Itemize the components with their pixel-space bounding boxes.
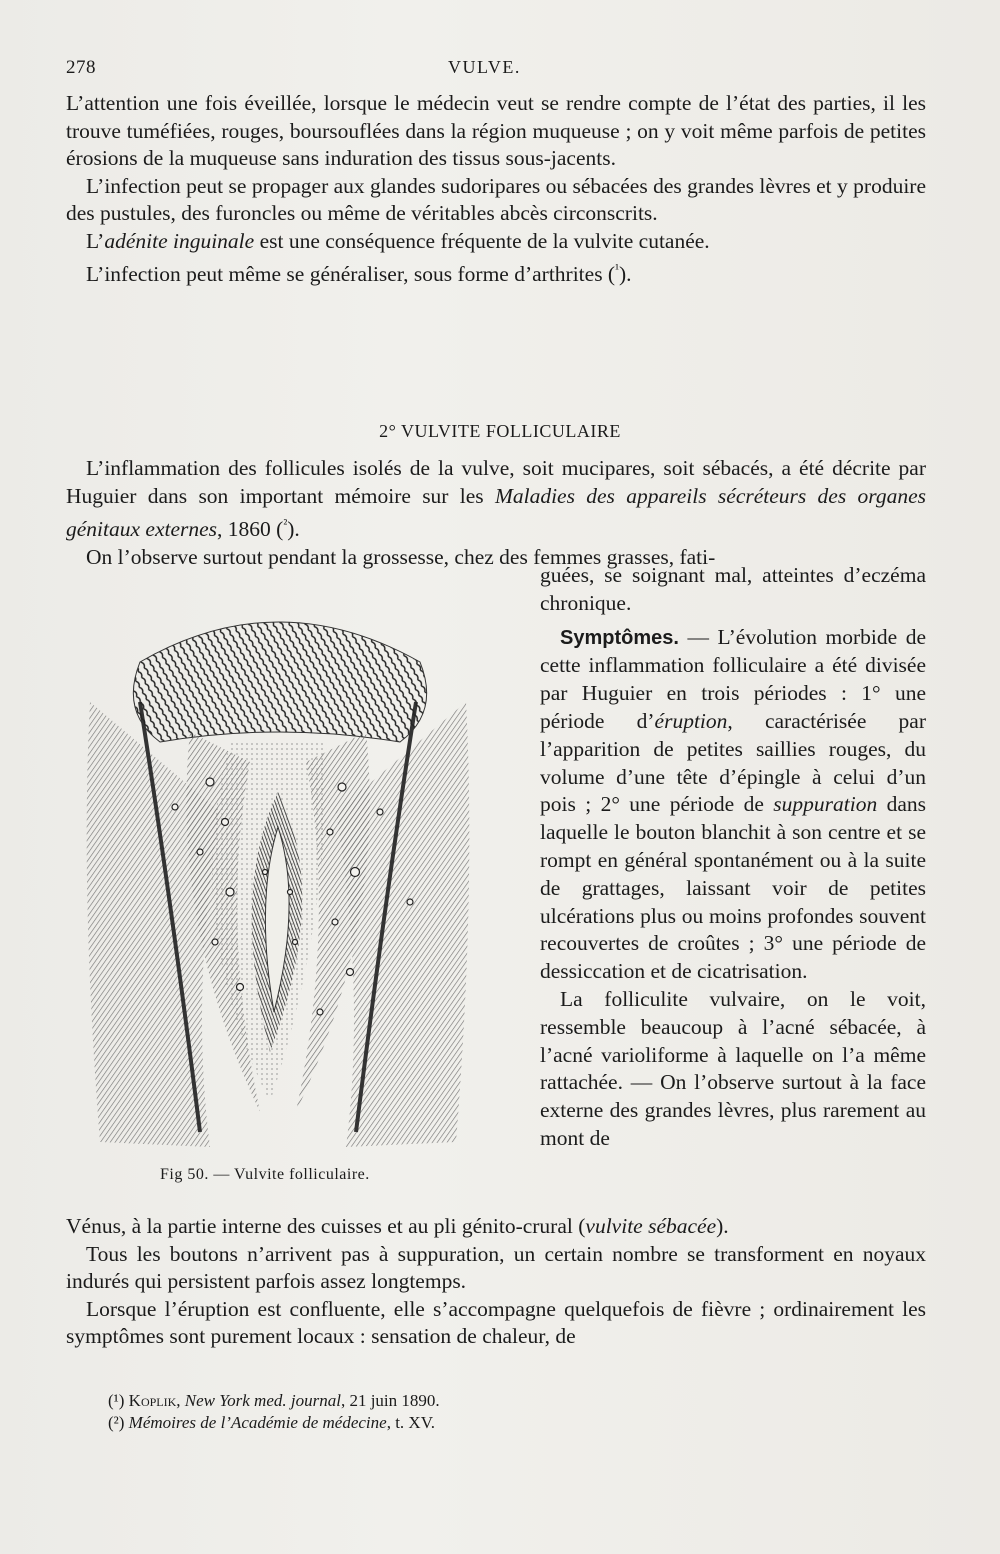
- footnote-2: (²) Mémoires de l’Académie de médecine, t. XV.: [108, 1413, 436, 1432]
- footnote-ref-2: ²: [283, 516, 288, 531]
- paragraph-boutons: Tous les boutons n’arrivent pas à suppuration, un certain nombre se transforment en noyaux indurés qui persistent parfois assez longtemps.: [66, 1241, 926, 1293]
- page-number: 278: [66, 57, 96, 78]
- running-title: VULVE.: [448, 57, 521, 77]
- bottom-text-block: [66, 1213, 926, 1351]
- paragraph-venus: Vénus, à la partie interne des cuisses et au pli génito-crural (vulvite sébacée).: [66, 1214, 729, 1238]
- paragraph-grossesse-line1: On l’observe surtout pendant la grossesse, chez des femmes grasses, fati-: [86, 544, 716, 569]
- paragraph-infection-glandes: L’infection peut se propager aux glandes sudoripares ou sébacées des grandes lèvres et y produire des pustules, des furoncles ou même de véritables abcès circonscrits.: [66, 173, 926, 225]
- footnote-ref-1: ¹: [615, 261, 619, 276]
- follicules-text-block: [66, 455, 926, 571]
- paragraph-adenite: L’adénite inguinale est une conséquence fréquente de la vulvite cutanée.: [86, 228, 710, 253]
- symptomes-heading: Symptômes.: [560, 626, 679, 649]
- top-text-block: [66, 90, 926, 289]
- figure-caption: Fig 50. — Vulvite folliculaire.: [160, 1166, 370, 1183]
- section-heading: 2° VULVITE FOLLICULAIRE: [379, 421, 621, 441]
- paragraph-arthrites: L’infection peut même se généraliser, sous forme d’arthrites ($^{^1}$).: [86, 261, 632, 287]
- right-column: [540, 562, 926, 1153]
- figure-illustration: [80, 592, 476, 1152]
- paragraph-attention: L’attention une fois éveillée, lorsque le médecin veut se rendre compte de l’état des parties, il les trouve tuméfiées, rouges, boursouflées dans la région muqueuse ; on y voit même parfois de petites érosions de la muqueuse sans induration des tissus sous-jacents.: [66, 91, 926, 170]
- vulvite-engraving: [80, 592, 476, 1152]
- italic-vulvite-sebacee: vulvite sébacée: [585, 1214, 717, 1238]
- paragraph-eruption-confluente: Lorsque l’éruption est confluente, elle s’accompagne quelquefois de fièvre ; ordinairement les symptômes sont purement locaux : sensation de chaleur, de: [66, 1296, 926, 1348]
- paragraph-grossesse-continued: guées, se soignant mal, atteintes d’eczéma chronique.: [540, 563, 926, 615]
- italic-maladies: Maladies des appareils sécréteurs des organes génitaux externes: [66, 483, 926, 542]
- italic-adenite: adénite inguinale: [104, 228, 255, 253]
- paragraph-follicules: L’inflammation des follicules isolés de la vulve, soit mucipares, soit sébacés, a été décrite par Huguier dans son important mémoire sur les Maladies des appareils sécréteurs des organes génitaux externes, 1860 ($^{^2}$).: [66, 456, 926, 542]
- paragraph-symptomes: Symptômes. — L’évolution morbide de cette inflammation folliculaire a été divisée par Huguier en trois périodes : 1° une période d’éruption, caractérisée par l’apparition de petites saillies rouges, du volume d’une tête d’épingle à celui d’un pois ; 2° une période de suppuration dans laquelle le bouton blanchit à son centre et se rompt en général spontanément ou à la suite de grattages, laissant voir de petites ulcérations plus ou moins profondes souvent recouvertes de croûtes ; 3° une période de dessiccation et de cicatrisation.: [540, 624, 926, 984]
- paragraph-folliculite: La folliculite vulvaire, on le voit, ressemble beaucoup à l’acné sébacée, à l’acné varioliforme à laquelle on l’a même rattachée. — On l’observe surtout à la face externe des grandes lèvres, plus rarement au mont de: [540, 986, 926, 1150]
- running-header: [66, 57, 924, 83]
- footnote-1: (¹) Koplik, New York med. journal, 21 juin 1890.: [108, 1391, 440, 1410]
- footnotes: [108, 1390, 440, 1434]
